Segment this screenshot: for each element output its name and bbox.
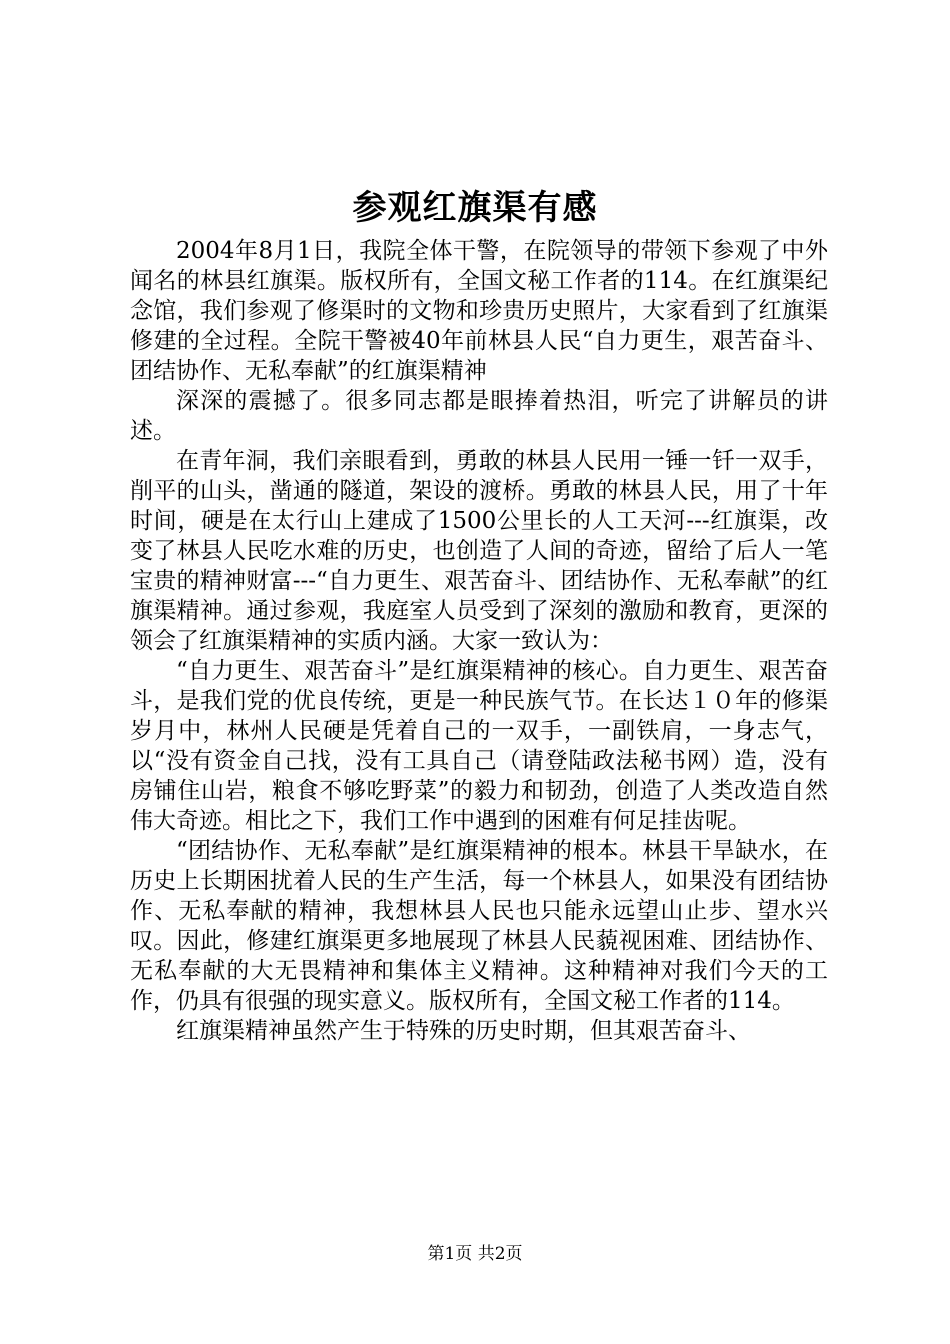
paragraph: “自力更生、艰苦奋斗”是红旗渠精神的核心。自力更生、艰苦奋斗，是我们党的优良传统，更是一种民族气节。在长达１０年的修渠岁月中，林州人民硬是凭着自己的一双手，一副铁肩，一身志气，以“没有资金自己找，没有工具自己（请登陆政法秘书网）造，没有房铺住山岩，粮食不够吃野菜”的毅力和韧劲，创造了人类改造自然伟大奇迹。相比之下，我们工作中遇到的困难有何足挂齿呢。 [130,658,828,834]
document-title: 参观红旗渠有感 [352,188,598,228]
paragraph: 深深的震撼了。很多同志都是眼捧着热泪，听完了讲解员的讲述。 [130,388,828,444]
paragraph: 红旗渠精神虽然产生于特殊的历史时期，但其艰苦奋斗、 [176,1018,751,1044]
paragraph: 2004年8月1日，我院全体干警，在院领导的带领下参观了中外闻名的林县红旗渠。版权所有，全国文秘工作者的114。在红旗渠纪念馆，我们参观了修渠时的文物和珍贵历史照片，大家看到了红旗渠修建的全过程。全院干警被40年前林县人民“自力更生，艰苦奋斗、团结协作、无私奉献”的红旗渠精神 [130,238,828,384]
page-number-footer: 第1页 共2页 [427,1244,523,1264]
document-body [130,236,828,1046]
paragraph: “团结协作、无私奉献”是红旗渠精神的根本。林县干旱缺水，在历史上长期困扰着人民的生产生活，每一个林县人，如果没有团结协作、无私奉献的精神，我想林县人民也只能永远望山止步、望水兴叹。因此，修建红旗渠更多地展现了林县人民藐视困难、团结协作、无私奉献的大无畏精神和集体主义精神。这种精神对我们今天的工作，仍具有很强的现实意义。版权所有，全国文秘工作者的114。 [130,838,828,1014]
paragraph: 在青年洞，我们亲眼看到，勇敢的林县人民用一锤一钎一双手，削平的山头，凿通的隧道，架设的渡桥。勇敢的林县人民，用了十年时间，硬是在太行山上建成了1500公里长的人工天河---红旗渠，改变了林县人民吃水难的历史，也创造了人间的奇迹，留给了后人一笔宝贵的精神财富---“自力更生、艰苦奋斗、团结协作、无私奉献”的红旗渠精神。通过参观，我庭室人员受到了深刻的激励和教育，更深的领会了红旗渠精神的实质内涵。大家一致认为： [130,448,828,654]
